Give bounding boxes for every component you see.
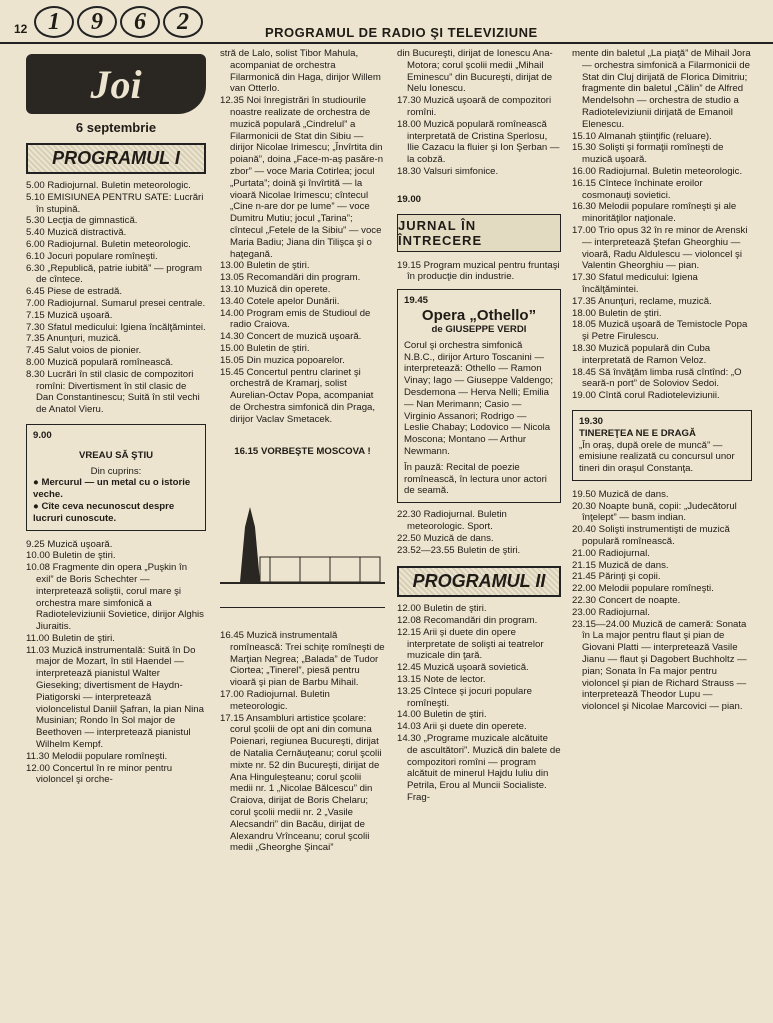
schedule-entry: 16.45 Muzică instrumentală romînească: Trei schiţe romîneşti de Marţian Negrea; „Balada” de Tudor Ciortea; „Tinerel”, piesă pentru vioară şi pian de Barbu Mihail. bbox=[220, 630, 385, 689]
schedule-entry: 18.05 Muzică uşoară de Temistocle Popa şi Petre Firulescu. bbox=[572, 319, 748, 343]
date-heading: 6 septembrie bbox=[75, 120, 157, 135]
opera-author: de GIUSEPPE VERDI bbox=[431, 323, 527, 335]
schedule-entry: 21.00 Radiojurnal. bbox=[572, 547, 650, 559]
schedule-entry: 17.30 Sfatul medicului: Igiena încălţămintei. bbox=[572, 272, 698, 295]
schedule-entry: 14.30 Concert de muzică uşoară. bbox=[220, 331, 362, 343]
year-logo bbox=[34, 6, 203, 38]
schedule-entry: 6.30 „Republică, patrie iubită” — program de cîntece. bbox=[26, 262, 202, 286]
box-time: 19.30 bbox=[579, 415, 604, 427]
schedule-entry: 19.50 Muzică de dans. bbox=[572, 488, 669, 500]
schedule-entry: 18.30 Muzică populară din Cuba interpretată de Ramon Veloz. bbox=[572, 342, 711, 366]
schedule-list bbox=[397, 48, 561, 178]
schedule-entry: 12.45 Muzică uşoară sovietică. bbox=[397, 662, 529, 674]
schedule-entry: 21.15 Muzică de dans. bbox=[572, 559, 669, 571]
schedule-entry: 20.40 Solişti instrumentişti de muzică populară romînească. bbox=[572, 524, 730, 548]
schedule-entry: 7.30 Sfatul medicului: Igiena încălţămintei. bbox=[26, 321, 206, 333]
schedule-entry: din Bucureşti, dirijat de Ionescu Ana-Motora; corul şcolii medii „Mihail Eminescu” din Bucureşti, dirijat de Nelu Ionescu. bbox=[397, 48, 553, 95]
schedule-entry: 5.40 Muzică distractivă. bbox=[26, 227, 127, 239]
schedule-list bbox=[397, 509, 561, 556]
schedule-entry: 16.15 Cîntece închinate eroilor cosmonauţi sovietici. bbox=[572, 177, 703, 201]
year-digit: 9 bbox=[77, 6, 117, 38]
schedule-entry: stră de Lalo, solist Tibor Mahula, acompaniat de orchestra Filarmonică din Haga, dirijor Willem van Otterlo. bbox=[220, 48, 381, 95]
day-banner: Joi bbox=[26, 54, 206, 114]
schedule-entry: 14.00 Buletin de ştiri. bbox=[397, 709, 487, 721]
year-digit: 2 bbox=[163, 6, 203, 38]
schedule-entry: 11.00 Buletin de ştiri. bbox=[26, 632, 115, 644]
schedule-entry: 7.00 Radiojurnal. Sumarul presei centrale. bbox=[26, 297, 206, 309]
schedule-entry: 12.00 Concertul în re minor pentru violoncel şi orche- bbox=[26, 762, 173, 786]
schedule-list bbox=[572, 48, 752, 402]
schedule-entry: 17.00 Radiojurnal. Buletin meteorologic. bbox=[220, 689, 330, 712]
box-subtitle: Din cuprins: bbox=[90, 465, 142, 477]
page-number: 12 bbox=[14, 22, 28, 36]
program-1-heading: PROGRAMUL I bbox=[26, 143, 206, 174]
schedule-entry: 5.30 Lecţia de gimnastică. bbox=[26, 215, 138, 227]
schedule-entry: 17.35 Anunţuri, reclame, muzică. bbox=[572, 295, 712, 307]
box-text: „În oraş, după orele de muncă” — emisiune realizată cu concursul unor tineri din oraşul Constanţa. bbox=[579, 439, 735, 475]
publication-title: PROGRAMUL DE RADIO ŞI TELEVIZIUNE bbox=[265, 25, 538, 40]
column-2 bbox=[220, 48, 385, 854]
schedule-entry: 13.40 Cotele apelor Dunării. bbox=[220, 295, 340, 307]
box-title: TINEREŢEA NE E DRAGĂ bbox=[579, 427, 696, 439]
opera-cast: Corul şi orchestra simfonică N.B.C., dirijor Arturo Toscanini — interpretează: Othello — Ramon Vinay; Iago — Giuseppe Valdengo; Desdemona — Herva Nelli; Emilia — Nan Merimann; Casio — Virginio Assanori; Rodrigo — Leslie Chabay; Lodovico — Nicola Moscona; Montano — Arthur Newmann. bbox=[404, 339, 553, 457]
schedule-entry: 22.00 Melodii populare romîneşti. bbox=[572, 583, 714, 595]
box-title: VREAU SĂ ŞTIU bbox=[78, 449, 154, 461]
schedule-list bbox=[26, 180, 206, 416]
schedule-entry: 7.15 Muzică uşoară. bbox=[26, 309, 113, 321]
schedule-entry: 19.15 Program muzical pentru fruntaşi în producţie din industrie. bbox=[397, 259, 560, 283]
opera-box bbox=[397, 289, 561, 503]
schedule-entry: 18.00 Buletin de ştiri. bbox=[572, 307, 662, 319]
schedule-entry: 23.15—24.00 Muzică de cameră: Sonata în La major pentru flaut şi pian de Giovani Platti — interpretează Vasile Jianu — flaut şi Dagobert Buchholtz — pian; Sonata în Fa major pentru violoncel şi pian de Richard Strauss — interpretează Theodor Lupu — violoncel şi Nicolae Marcovici — pian. bbox=[572, 618, 747, 713]
schedule-entry: 15.00 Buletin de ştiri. bbox=[220, 342, 310, 354]
schedule-entry: 14.03 Arii şi duete din operete. bbox=[397, 721, 527, 733]
schedule-entry: 17.30 Muzică uşoară de compozitori romîni. bbox=[397, 95, 552, 118]
schedule-entry: 13.25 Cîntece şi jocuri populare romîneşti. bbox=[397, 685, 532, 709]
opera-title: Opera „Othello” bbox=[421, 306, 537, 324]
schedule-entry: 23.52—23.55 Buletin de ştiri. bbox=[397, 544, 521, 556]
schedule-entry: 8.00 Muzică populară romînească. bbox=[26, 356, 174, 368]
box-item: ● Cîte ceva necunoscut despre lucruri cunoscute. bbox=[33, 500, 175, 524]
schedule-entry: 22.50 Muzică de dans. bbox=[397, 532, 494, 544]
schedule-entry: 12.00 Buletin de ştiri. bbox=[397, 603, 487, 615]
schedule-entry: 19.00 Cîntă corul Radioteleviziunii. bbox=[572, 390, 720, 402]
kremlin-illustration bbox=[220, 467, 385, 608]
box-time: 9.00 bbox=[33, 429, 52, 441]
schedule-entry: 5.10 EMISIUNEA PENTRU SATE: Lucrări în stupină. bbox=[26, 191, 204, 215]
schedule-list bbox=[397, 260, 561, 284]
schedule-entry: mente din baletul „La piaţă” de Mihail Jora — orchestra simfonică a Filarmonicii de Stat din Cluj dirijată de Florica Dimitriu; fragmente din baletul „Călin” de Alfred Mendelsohn — orchestra de studio a Radioteleviziunii dirijată de Emanoil Elenescu. bbox=[572, 48, 751, 130]
opera-time: 19.45 bbox=[404, 295, 429, 307]
schedule-entry: 11.03 Muzică instrumentală: Suită în Do major de Mozart, în stil Haendel — interpretează pianistul Walter Gieseking; divertisment de Haydn-Piatigorski — interpretează violoncelistul Daniil Şafran, la pian Nina Musinian; Rondo în Sol major de Beethoven — interpretează pianistul Wilhelm Kempf. bbox=[26, 644, 204, 751]
schedule-entry: 7.45 Salut voios de pionier. bbox=[26, 345, 142, 357]
schedule-list bbox=[397, 603, 561, 804]
tineretea-box bbox=[572, 410, 752, 481]
schedule-entry: 21.45 Părinţi şi copii. bbox=[572, 571, 661, 583]
schedule-entry: 14.30 „Programe muzicale alcătuite de ascultători”. Muzică din balete de compozitori romîni — program alcătuit de minerul Hajdu Iuliu din Petrila, Erou al Muncii Socialiste. Frag- bbox=[397, 733, 561, 804]
schedule-entry: 10.08 Fragmente din opera „Puşkin în exil” de Boris Schechter — interpretează soliştii, corul mare şi orchestra mare simfonică a Radioteleviziunii Sovietice, dirijor Alghis Jiuraitis. bbox=[26, 562, 204, 633]
schedule-entry: 6.10 Jocuri populare romîneşti. bbox=[26, 250, 158, 262]
schedule-entry: 6.45 Piese de estradă. bbox=[26, 286, 123, 298]
moscow-title bbox=[220, 446, 385, 458]
schedule-entry: 15.10 Almanah ştiinţific (reluare). bbox=[572, 130, 712, 142]
schedule-entry: 20.30 Noapte bună, copii: „Judecătorul înţelept” — basm indian. bbox=[572, 500, 737, 524]
opera-pause: În pauză: Recital de poezie romînească, în lectura unor actori de seamă. bbox=[404, 461, 547, 497]
schedule-list bbox=[26, 539, 206, 787]
schedule-entry: 12.35 Noi înregistrări în studiourile noastre realizate de orchestra de muzică populară „Cindrelul” a Filarmonicii de Stat din Sibiu — dirijor Nicolae Irimescu; „Învîrtita din poiană”, doina „Face-m-aş pasăre-n zbor” — voce Maria Cotirlea; jocul „Purtata”; doină şi învîrtită — la vioară Nicolae Irimescu; cîntecul „Cine n-are dor pe lume” — voce Dumitru Mutiu; jocul „Tarina”; cîntecul „Fetele de la Sibiu” — voce Maria Badiu; Jiana din Tilişca şi o haţegană. bbox=[220, 95, 384, 260]
moscow-heading: VORBEŞTE MOSCOVA ! bbox=[260, 445, 371, 457]
schedule-entry: 15.05 Din muzica popoarelor. bbox=[220, 354, 345, 366]
schedule-entry: 5.00 Radiojurnal. Buletin meteorologic. bbox=[26, 180, 191, 191]
schedule-entry: 18.30 Valsuri simfonice. bbox=[397, 165, 499, 177]
page-header bbox=[0, 0, 773, 44]
schedule-entry: 7.35 Anunţuri, muzică. bbox=[26, 333, 121, 345]
schedule-entry: 16.00 Radiojurnal. Buletin meteorologic. bbox=[572, 165, 743, 177]
schedule-entry: 22.30 Radiojurnal. Buletin meteorologic. Sport. bbox=[397, 509, 507, 532]
schedule-entry: 18.45 Să învăţăm limba rusă cîntînd: „O seară-n port” de Soloviov Sedoi. bbox=[572, 366, 742, 390]
schedule-entry: 13.05 Recomandări din program. bbox=[220, 272, 361, 284]
moscow-box bbox=[220, 434, 385, 623]
vreau-sa-stiu-box bbox=[26, 424, 206, 531]
schedule-entry: 18.00 Muzică populară romînească interpretată de Cristina Sperlosu, Ilie Cazacu la fluier şi Ion Şerban — la cobză. bbox=[397, 118, 560, 166]
schedule-entry: 17.00 Trio opus 32 în re minor de Arenski — interpretează Ştefan Gheorghiu — vioară, Radu Aldulescu — violoncel şi Valentin Gheorghiu — pian. bbox=[572, 224, 748, 272]
schedule-entry: 8.30 Lucrări în stil clasic de compozitori romîni: Divertisment în stil clasic de Dan Constantinescu; Suită în stil vechi de Anatol Vieru. bbox=[26, 368, 200, 416]
schedule-entry: 11.30 Melodii populare romîneşti. bbox=[26, 750, 168, 762]
jurnal-banner: JURNAL ÎN ÎNTRECERE bbox=[397, 214, 561, 252]
schedule-entry: 15.30 Solişti şi formaţii romîneşti de muzică uşoară. bbox=[572, 142, 724, 166]
schedule-entry: 16.30 Melodii populare romîneşti şi ale minorităţilor naţionale. bbox=[572, 201, 737, 225]
year-digit: 6 bbox=[120, 6, 160, 38]
schedule-entry: 10.00 Buletin de ştiri. bbox=[26, 550, 116, 562]
schedule-entry: 13.10 Muzică din operete. bbox=[220, 283, 331, 295]
year-digit: 1 bbox=[34, 6, 74, 38]
schedule-entry: 15.45 Concertul pentru clarinet şi orchestră de Kramarj, solist Aurelian-Octav Popa, acompaniat de Orchestra simfonică din Praga, dirijor Vaclav Smetacek. bbox=[220, 366, 376, 425]
column-3 bbox=[397, 48, 561, 804]
schedule-entry: 13.00 Buletin de ştiri. bbox=[220, 260, 310, 272]
jurnal-time: 19.00 bbox=[397, 193, 422, 205]
schedule-entry: 12.15 Arii şi duete din opere interpretate de solişti ai teatrelor muzicale din ţară. bbox=[397, 626, 544, 662]
program-2-heading: PROGRAMUL II bbox=[397, 566, 561, 597]
schedule-entry: 6.00 Radiojurnal. Buletin meteorologic. bbox=[26, 238, 191, 250]
schedule-entry: 12.08 Recomandări din program. bbox=[397, 615, 538, 627]
column-1 bbox=[26, 48, 206, 786]
box-item: ● Mercurul — un metal cu o istorie veche. bbox=[33, 477, 191, 501]
schedule-entry: 9.25 Muzică uşoară. bbox=[26, 538, 113, 550]
schedule-entry: 13.15 Note de lector. bbox=[397, 674, 486, 686]
schedule-list bbox=[220, 630, 385, 854]
schedule-list bbox=[572, 489, 752, 713]
column-4 bbox=[572, 48, 752, 713]
moscow-time: 16.15 bbox=[234, 445, 259, 457]
schedule-list bbox=[220, 48, 385, 426]
schedule-entry: 17.15 Ansambluri artistice şcolare: corul şcolii de opt ani din comuna Poienari, regiunea Bucureşti, dirijat de Natalia Cernăuţeanu; corul şcolii mixte nr. 52 din Bucureşti, dirijat de Ana Hinguleşteanu; corul şcolii medii nr. 1 „Nicolae Bălcescu” din Craiova, dirijat de Boris Chelaru; corul şcolii medii nr. 2 „Vasile Alecsandri” din Bacău, dirijat de Alexandru Vrînceanu; corul şcolii medii „Gheorghe Şincai” bbox=[220, 712, 382, 854]
schedule-entry: 14.00 Program emis de Studioul de radio Craiova. bbox=[220, 307, 371, 331]
schedule-entry: 22.30 Concert de noapte. bbox=[572, 595, 681, 607]
schedule-entry: 23.00 Radiojurnal. bbox=[572, 606, 650, 618]
